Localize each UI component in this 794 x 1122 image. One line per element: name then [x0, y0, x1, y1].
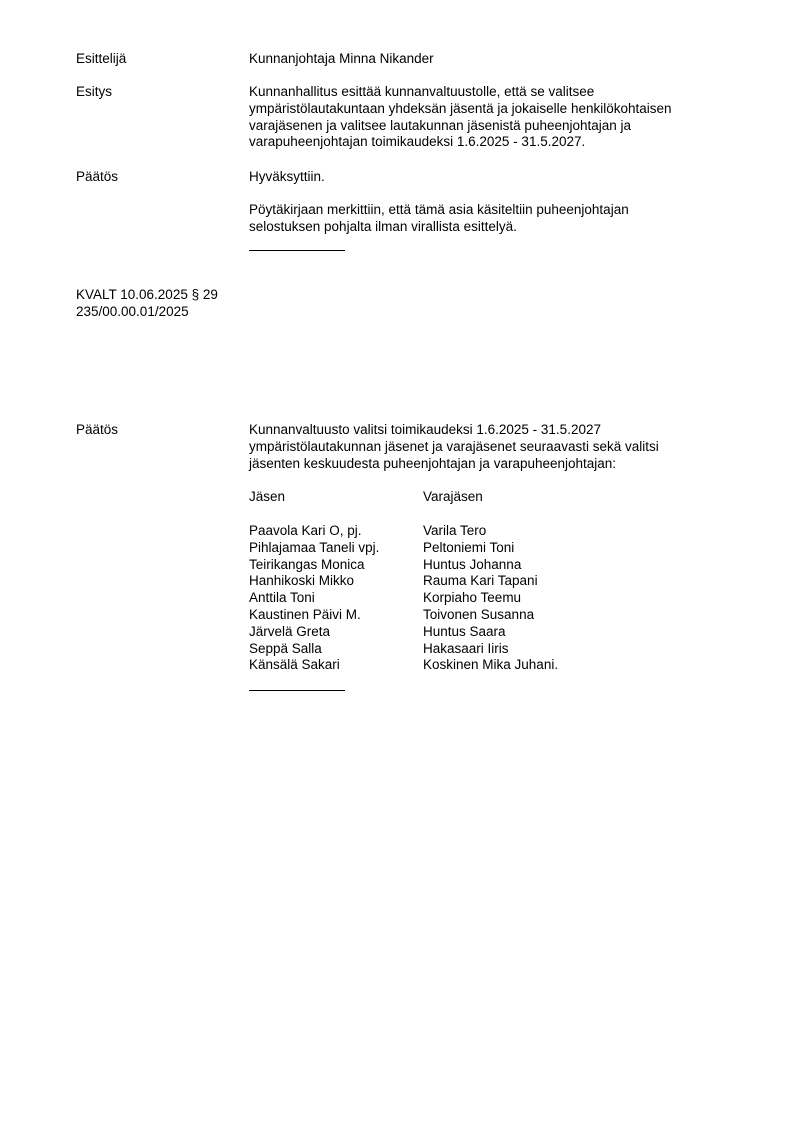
note-line: Pöytäkirjaan merkittiin, että tämä asia käsiteltiin puheenjohtajan [249, 202, 629, 217]
member-name: Pihlajamaa Taneli vpj. [249, 539, 380, 555]
deputy-name: Hakasaari Iiris [423, 640, 509, 656]
proposal-line: Kunnanhallitus esittää kunnanvaltuustolle, että se valitsee [249, 84, 595, 99]
decision-note [249, 202, 719, 236]
member-name: Järvelä Greta [249, 623, 331, 639]
note-line: selostuksen pohjalta ilman virallista esittelyä. [249, 218, 517, 234]
member-name: Seppä Salla [249, 640, 322, 656]
member-list [249, 523, 379, 674]
decision-text [249, 422, 719, 472]
record-number: 235/00.00.01/2025 [76, 303, 189, 319]
deputy-name: Toivonen Susanna [423, 606, 535, 622]
section-divider [249, 690, 345, 691]
member-name: Teirikangas Monica [249, 556, 365, 572]
decision-line: Kunnanvaltuusto valitsi toimikaudeksi 1.6.2025 - 31.5.2027 [249, 422, 601, 437]
proposal-line: varapuheenjohtajan toimikaudeksi 1.6.2025 - 31.5.2027. [249, 134, 586, 150]
decision-label: Päätös [76, 169, 119, 184]
member-name: Paavola Kari O, pj. [249, 523, 362, 538]
member-name: Kaustinen Päivi M. [249, 606, 361, 622]
decision-label: Päätös [76, 422, 119, 437]
proposal-text [249, 84, 719, 151]
proposal-line: varajäsenen ja valitsee lautakunnan jäsenistä puheenjohtajan ja [249, 117, 632, 133]
deputy-list [423, 523, 558, 674]
member-name: Hanhikoski Mikko [249, 573, 355, 589]
meeting-reference [76, 287, 218, 321]
section-divider [249, 250, 345, 251]
decision-line: jäsenten keskuudesta puheenjohtajan ja varapuheenjohtajan: [249, 455, 617, 471]
proposal-line: ympäristölautakuntaan yhdeksän jäsentä ja jokaiselle henkilökohtaisen [249, 100, 672, 116]
deputy-name: Koskinen Mika Juhani. [423, 657, 559, 673]
deputy-name: Huntus Saara [423, 623, 506, 639]
deputy-column-header: Varajäsen [423, 489, 483, 504]
decision-line: ympäristölautakunnan jäsenet ja varajäsenet seuraavasti sekä valitsi [249, 438, 659, 454]
deputy-name: Korpiaho Teemu [423, 590, 522, 606]
meeting-ref: KVALT 10.06.2025 § 29 [76, 287, 218, 302]
proposal-label: Esitys [76, 84, 113, 99]
decision-value: Hyväksyttiin. [249, 169, 325, 184]
member-name: Anttila Toni [249, 590, 315, 606]
deputy-name: Varila Tero [423, 523, 487, 538]
deputy-name: Peltoniemi Toni [423, 539, 515, 555]
member-column-header: Jäsen [249, 489, 286, 504]
deputy-name: Rauma Kari Tapani [423, 573, 538, 589]
deputy-name: Huntus Johanna [423, 556, 522, 572]
presenter-value: Kunnanjohtaja Minna Nikander [249, 51, 434, 66]
member-name: Känsälä Sakari [249, 657, 340, 673]
presenter-label: Esittelijä [76, 51, 127, 66]
